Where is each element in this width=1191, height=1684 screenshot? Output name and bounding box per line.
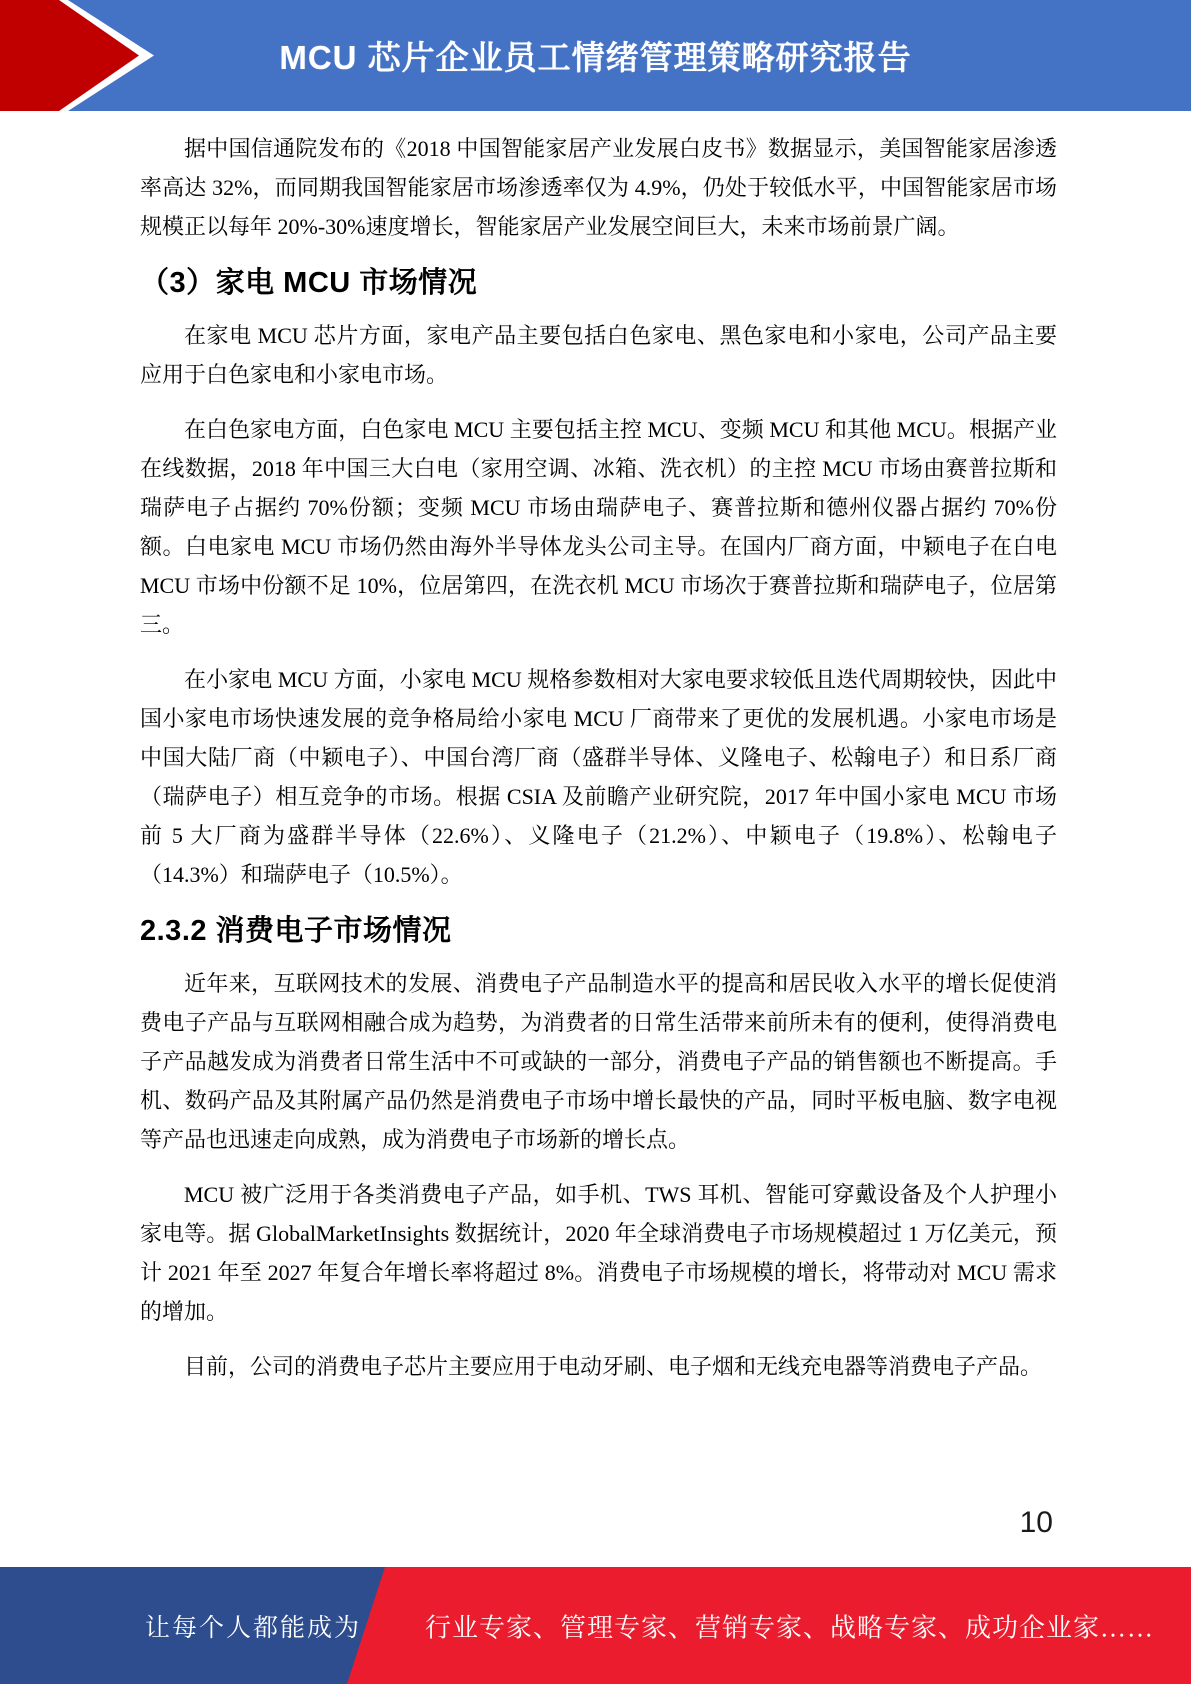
report-title: MCU 芯片企业员工情绪管理策略研究报告: [279, 39, 912, 76]
paragraph-smart-home-intro: 据中国信通院发布的《2018 中国智能家居产业发展白皮书》数据显示，美国智能家居渗透率高达 32%，而同期我国智能家居市场渗透率仅为 4.9%，仍处于较低水平，中国智能家居市场规模正以每年 20%-30%速度增长，智能家居产业发展空间巨大，未来市场前景广阔。: [140, 136, 1057, 239]
paragraph-home-appliance-overview: 在家电 MCU 芯片方面，家电产品主要包括白色家电、黑色家电和小家电，公司产品主要应用于白色家电和小家电市场。: [140, 323, 1057, 387]
page-number: 10: [1019, 1506, 1053, 1539]
section-heading-consumer-electronics: 2.3.2 消费电子市场情况: [140, 915, 452, 947]
page-footer: [0, 1567, 1191, 1684]
paragraph-consumer-electronics-trend: 近年来，互联网技术的发展、消费电子产品制造水平的提高和居民收入水平的增长促使消费电子产品与互联网相融合成为趋势，为消费者的日常生活带来前所未有的便利，使得消费电子产品越发成为消费者日常生活中不可或缺的一部分，消费电子产品的销售额也不断提高。手机、数码产品及其附属产品仍然是消费电子市场中增长最快的产品，同时平板电脑、数字电视等产品也迅速走向成熟，成为消费电子市场新的增长点。: [140, 971, 1057, 1152]
paragraph-small-appliance-mcu: 在小家电 MCU 方面，小家电 MCU 规格参数相对大家电要求较低且迭代周期较快，因此中国小家电市场快速发展的竞争格局给小家电 MCU 厂商带来了更优的发展机遇。小家电市场是中国大陆厂商（中颖电子）、中国台湾厂商（盛群半导体、义隆电子、松翰电子）和日系厂商（瑞萨电子）相互竞争的市场。根据 CSIA 及前瞻产业研究院，2017 年中国小家电 MCU 市场前 5 大厂商为盛群半导体（22.6%）、义隆电子（21.2%）、中颖电子（19.8%）、松翰电子（14.3%）和瑞萨电子（10.5%）。: [140, 667, 1057, 887]
footer-slogan-right: 行业专家、管理专家、营销专家、战略专家、成功企业家……: [425, 1613, 1155, 1642]
section-heading-home-appliance-mcu: （3）家电 MCU 市场情况: [140, 267, 478, 299]
paragraph-white-goods-mcu: 在白色家电方面，白色家电 MCU 主要包括主控 MCU、变频 MCU 和其他 MCU。根据产业在线数据，2018 年中国三大白电（家用空调、冰箱、洗衣机）的主控 MCU 市场由赛普拉斯和瑞萨电子占据约 70%份额；变频 MCU 市场由瑞萨电子、赛普拉斯和德州仪器占据约 70%份额。白电家电 MCU 市场仍然由海外半导体龙头公司主导。在国内厂商方面，中颖电子在白电 MCU 市场中份额不足 10%，位居第四，在洗衣机 MCU 市场次于赛普拉斯和瑞萨电子，位居第三。: [140, 417, 1057, 637]
red-arrow-icon: [0, 0, 170, 111]
page-header: [0, 0, 1191, 111]
footer-slogan-left: 让每个人都能成为: [145, 1614, 362, 1642]
document-body: [0, 111, 1191, 1402]
paragraph-company-consumer-chips: 目前，公司的消费电子芯片主要应用于电动牙刷、电子烟和无线充电器等消费电子产品。: [184, 1354, 1043, 1379]
paragraph-mcu-consumer-applications: MCU 被广泛用于各类消费电子产品，如手机、TWS 耳机、智能可穿戴设备及个人护理小家电等。据 GlobalMarketInsights 数据统计，2020 年全球消费电子市场规模超过 1 万亿美元，预计 2021 年至 2027 年复合年增长率将超过 8%。消费电子市场规模的增长，将带动对 MCU 需求的增加。: [140, 1182, 1057, 1324]
